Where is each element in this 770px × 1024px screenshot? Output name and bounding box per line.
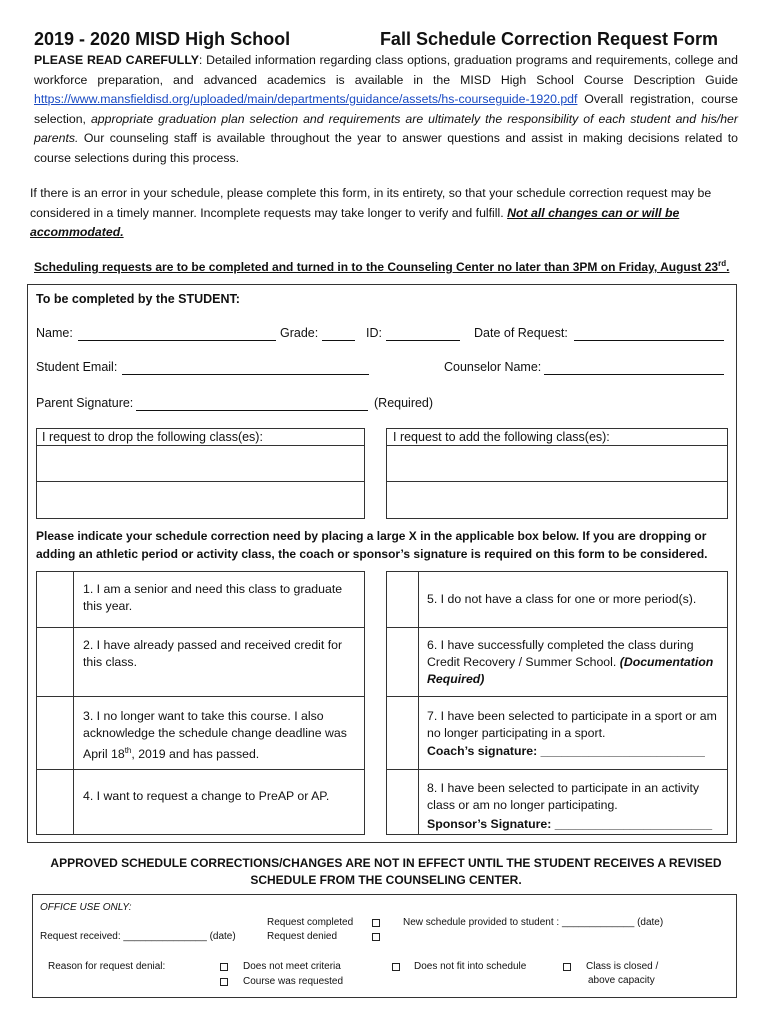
option-4-cell — [73, 769, 365, 835]
option-6-text-main: 6. I have successfully completed the class during Credit Recovery / Summer School. — [427, 638, 694, 669]
name-field[interactable] — [78, 328, 276, 341]
error-text: If there is an error in your schedule, please complete this form, in its entirety, so that your schedule correction request may be considered in a timely manner. Incomplete requests may take longer to verify and fulfill. — [30, 186, 712, 220]
add-header-cell — [386, 428, 728, 446]
option-5-cell — [418, 571, 728, 628]
drop-row-2[interactable] — [36, 481, 365, 519]
form-title-right: Fall Schedule Correction Request Form — [379, 29, 718, 49]
criteria-label: Does not meet criteria — [243, 961, 341, 972]
request-received: Request received: _______________ (date) — [40, 931, 236, 942]
course-guide-link[interactable]: https://www.mansfieldisd.org/uploaded/main/departments/guidance/assets/hs-courseguide-1920.pdf — [34, 92, 578, 106]
add-row-2[interactable] — [386, 481, 728, 519]
form-title-left: 2019 - 2020 MISD High School — [34, 29, 291, 49]
option-3-text-main: 3. I no longer want to take this course. I also acknowledge the schedule change deadline was April 18 — [83, 709, 347, 762]
request-completed-checkbox[interactable] — [372, 919, 380, 927]
intro-text-1: : Detailed information regarding class options, graduation programs and requirements, college and workforce preparation, and advanced academics is available in the MISD High School Course Description Guide — [34, 53, 738, 87]
option-7-checkbox[interactable] — [386, 696, 419, 770]
id-field[interactable] — [386, 328, 460, 341]
option-7-text: 7. I have been selected to participate in a sport or am no longer participating in a sport. — [427, 709, 717, 740]
option-8-cell — [418, 769, 728, 835]
option-3-text — [83, 708, 361, 763]
option-1-text: 1. I am a senior and need this class to graduate this year. — [83, 582, 343, 613]
intro-italic: appropriate graduation plan selection and requirements are ultimately the responsibility of each student and his/her parents. — [34, 111, 738, 145]
deadline-notice — [34, 254, 744, 278]
option-1-cell — [73, 571, 365, 628]
option-5-text: 5. I do not have a class for one or more period(s). — [427, 592, 697, 606]
option-2-checkbox[interactable] — [36, 627, 74, 697]
drop-header-cell — [36, 428, 365, 446]
request-completed-label: Request completed — [267, 917, 354, 928]
option-8-text: 8. I have been selected to participate in an activity class or am no longer participating. — [427, 781, 700, 812]
above-capacity-label: above capacity — [588, 975, 655, 986]
add-row-1[interactable] — [386, 445, 728, 482]
error-paragraph — [30, 184, 740, 243]
intro-text-3: Our counseling staff is available throughout the year to answer questions and assist in making decisions related to course selections during this process. — [34, 131, 738, 165]
sponsor-signature-line[interactable]: Sponsor’s Signature: _______________________ — [427, 817, 713, 831]
option-1-checkbox[interactable] — [36, 571, 74, 628]
grade-field[interactable] — [322, 328, 355, 341]
option-3-cell — [73, 696, 365, 770]
approval-notice: APPROVED SCHEDULE CORRECTIONS/CHANGES ARE NOT IN EFFECT UNTIL THE STUDENT RECEIVES A REVISED SCHEDULE FROM THE COUNSELING CENTER. — [50, 856, 722, 887]
option-6-text — [427, 637, 722, 688]
schedule-fit-checkbox[interactable] — [392, 963, 400, 971]
course-requested-label: Course was requested — [243, 976, 344, 987]
option-2-cell — [73, 627, 365, 697]
date-label: Date of Request: — [474, 326, 568, 340]
request-denied-label: Request denied — [267, 931, 338, 942]
schedule-fit-label: Does not fit into schedule — [414, 961, 527, 972]
name-label: Name: — [36, 326, 73, 340]
option-3-checkbox[interactable] — [36, 696, 74, 770]
counselor-field[interactable] — [544, 362, 724, 375]
parent-required: (Required) — [374, 396, 434, 410]
add-header: I request to add the following class(es): — [393, 430, 610, 444]
deadline-end: . — [726, 260, 730, 274]
intro-text-2: Overall registration, course selection, — [34, 92, 738, 126]
option-3-text-tail: , 2019 and has passed. — [131, 747, 260, 762]
drop-header: I request to drop the following class(es): — [42, 430, 263, 444]
parent-signature-field[interactable] — [136, 398, 368, 411]
email-field[interactable] — [122, 362, 369, 375]
instructions: Please indicate your schedule correction need by placing a large X in the applicable box below. If you are dropping or adding an athletic period or activity class, the coach or sponsor’s signature is required on this form to be considered. — [36, 529, 708, 561]
option-5-checkbox[interactable] — [386, 571, 419, 628]
option-6-checkbox[interactable] — [386, 627, 419, 697]
option-4-text: 4. I want to request a change to PreAP or AP. — [83, 789, 330, 803]
error-emphasis: Not all changes can or will be accommodated. — [30, 205, 680, 239]
counselor-label: Counselor Name: — [444, 360, 542, 374]
office-heading: OFFICE USE ONLY: — [40, 902, 132, 913]
grade-label: Grade: — [280, 326, 319, 340]
deadline-sup: rd — [718, 259, 727, 268]
option-6-doc-required: (Documentation Required) — [427, 655, 714, 686]
option-6-cell — [418, 627, 728, 697]
parent-label: Parent Signature: — [36, 396, 134, 410]
id-label: ID: — [366, 326, 382, 340]
option-3-sup: th — [124, 746, 132, 755]
option-7-cell — [418, 696, 728, 770]
request-denied-checkbox[interactable] — [372, 933, 380, 941]
denial-reason-label: Reason for request denial: — [48, 961, 166, 972]
class-closed-label: Class is closed / — [586, 961, 659, 972]
deadline-text: Scheduling requests are to be completed and turned in to the Counseling Center no later than 3PM on Friday, August 23 — [34, 260, 719, 274]
drop-row-1[interactable] — [36, 445, 365, 482]
option-4-checkbox[interactable] — [36, 769, 74, 835]
student-heading: To be completed by the STUDENT: — [36, 292, 240, 306]
new-schedule-provided: New schedule provided to student : _____________ (date) — [403, 917, 664, 928]
intro-lead: PLEASE READ CAREFULLY — [34, 53, 199, 67]
option-8-checkbox[interactable] — [386, 769, 419, 835]
coach-signature-line[interactable]: Coach’s signature: ________________________ — [427, 744, 705, 758]
option-2-text: 2. I have already passed and received credit for this class. — [83, 638, 343, 669]
intro-paragraph — [34, 51, 738, 168]
course-requested-checkbox[interactable] — [220, 978, 228, 986]
date-field[interactable] — [574, 328, 724, 341]
email-label: Student Email: — [36, 360, 118, 374]
class-closed-checkbox[interactable] — [563, 963, 571, 971]
criteria-checkbox[interactable] — [220, 963, 228, 971]
